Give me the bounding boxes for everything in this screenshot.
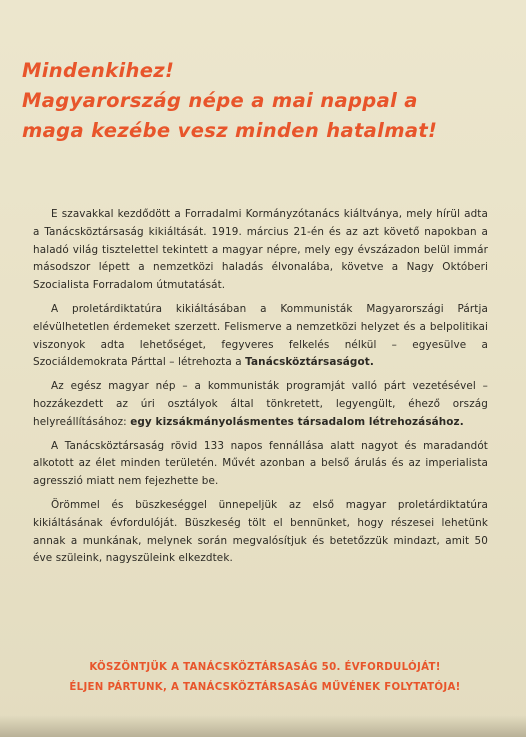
footer-slogan-2: ÉLJEN PÁRTUNK, A TANÁCSKÖZTÁRSASÁG MŰVÉNEK FOLYTATÓJA!	[69, 682, 461, 693]
paragraph-2	[33, 301, 488, 372]
page-bottom-shadow	[0, 715, 526, 737]
paragraph-3-emphasis: egy kizsákmányolásmentes társadalom létrehozásához.	[130, 415, 464, 428]
headline-line-1: Mindenkihez!	[22, 59, 175, 82]
paragraph-2-emphasis: Tanácsköztársaságot.	[245, 356, 374, 369]
paragraph-2-text: A proletárdiktatúra kikiáltásában a Kommunisták Magyarországi Pártja elévülhetetlen érdemeket szerzett. Felismerve a nemzetközi helyzet és a belpolitikai viszonyok adta lehetőséget, fegyveres felkelés nélkül – egyesülve a Szociáldemokrata Párttal – létrehozta a	[33, 302, 488, 369]
paragraph-1-text: E szavakkal kezdődött a Forradalmi Kormányzótanács kiáltványa, mely hírül adta a Tanácsköztársaság kikiáltását. 1919. március 21-én és az azt követő napokban a haladó világ tisztelettel tekintett a magyar népre, mely egy évszázadon belül immár másodszor lépett a nemzetközi haladás élvonalába, követve a Nagy Októberi Szocialista Forradalom útmutatását.	[33, 208, 488, 292]
paragraph-3-text: Az egész magyar nép – a kommunisták programját valló párt vezetésével – hozzákezdett az úri osztályok által tönkretett, legyengült, éhező ország helyreállításához:	[33, 380, 488, 428]
footer-slogans	[40, 658, 490, 698]
headline-line-3: maga kezébe vesz minden hatalmat!	[22, 119, 438, 142]
paragraph-1	[33, 206, 488, 295]
paragraph-5-text: Örömmel és büszkeséggel ünnepeljük az első magyar proletárdiktatúra kikiáltásának évfordulóját. Büszkeség tölt el bennünket, hogy részesei lehetünk annak a munkának, melynek során megvalósítjuk és betetőzzük mindazt, amit 50 éve szüleink, nagyszüleink elkezdtek.	[33, 498, 488, 565]
footer-slogan-1: KÖSZÖNTJÜK A TANÁCSKÖZTÁRSASÁG 50. ÉVFORDULÓJÁT!	[89, 662, 441, 673]
paragraph-5	[33, 497, 488, 568]
headline-line-2: Magyarország népe a mai nappal a	[22, 89, 418, 112]
paragraph-4-text: A Tanácsköztársaság rövid 133 napos fennállása alatt nagyot és maradandót alkotott az élet minden területén. Művét azonban a belső árulás és az imperialista agresszió miatt nem fejezhette be.	[33, 439, 488, 488]
headline	[22, 56, 512, 146]
body-text	[33, 206, 488, 574]
paragraph-3	[33, 378, 488, 431]
paragraph-4	[33, 438, 488, 491]
